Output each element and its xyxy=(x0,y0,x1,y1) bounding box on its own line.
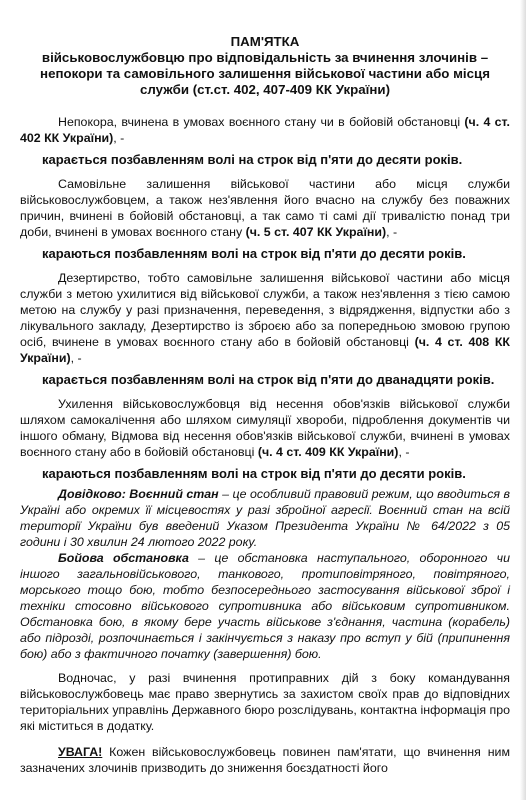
rights-paragraph: Водночас, у разі вчинення протиправних дій з боку командування військовослужбовець має право звернутись за захистом своїх прав до відповідних територіальних управлінь Державного бюро розслідувань, контактна інформація про які міститься в додатку. xyxy=(20,671,510,733)
warning-label: УВАГА! xyxy=(58,745,103,759)
combat-situation-reference: Бойова обстановка – це обстановка наступального, оборонного чи іншого загальновійськового, танкового, протиповітряного, повітряного, морського тощо бою, тобто безпосереднього застосування військової зброї і техніки стосовно військового супротивника або військовим супротивником. Обстановка бою, в якому бере участь військове з'єднання, частина (корабель) або підрозді, розпочинається і закінчується з наказу про вступ у бій (припинення бою) або з фактичного початку (завершення) бою. xyxy=(20,551,510,661)
article-409-text: Ухилення військовослужбовця від несення обов'язків військової служби шляхом самокалічення або шляхом симуляції хвороби, підроблення документів чи іншого обману, Відмова від несення обов'язків військової служби, вчинені в умовах воєнного стану або в бойовій обстановці (ч. 4 ст. 409 КК України), - xyxy=(20,397,510,459)
article-407-ref: (ч. 5 ст. 407 КК України) xyxy=(245,225,387,239)
warning-paragraph: УВАГА! Кожен військовослужбовець повинен пам'ятати, що вчинення ним зазначених злочинів призводить до зниження боєздатності його xyxy=(20,745,510,775)
article-408-text: Дезертирство, тобто самовільне залишення військової частини або місця служби з метою ухилитися від військової служби, а також нез'явлення з тією самою метою на службу у разі призначення, переведення, з відрядження, відпустки або з лікувального закладу, Дезертирство із зброєю або за попередньою змовою групою осіб, вчинене в умовах воєнного стану або в бойовій обстановці (ч. 4 ст. 408 КК України), - xyxy=(20,271,510,365)
article-409-penalty: караються позбавленням волі на строк від п'яти до десяти років. xyxy=(42,466,466,481)
page-edge-shadow xyxy=(520,0,526,800)
article-402-ref: (ч. 4 ст. 402 КК України) xyxy=(20,115,510,145)
memo-subtitle: військовослужбовцю про відповідальність за вчинення злочинів – непокори та самовільного залишення військової частини або місця служби (ст.ст. 402, 407-409 КК України) xyxy=(40,50,490,97)
article-407-penalty: караються позбавленням волі на строк від п'яти до десяти років. xyxy=(42,246,466,261)
martial-law-reference: Довідково: Воєнний стан – це особливий правовий режим, що вводиться в Україні або окремих її місцевостях у разі збройної агресії. Воєнний стан на всій території України був введений Указом Президента України № 64/2022 з 05 години і 30 хвилин 24 лютого 2022 року. xyxy=(20,487,510,549)
article-408-penalty: карається позбавленням волі на строк від п'яти до дванадцяти років. xyxy=(42,372,495,387)
article-402-text: Непокора, вчинена в умовах воєнного стану чи в бойовій обстановці (ч. 4 ст. 402 КК України), - xyxy=(20,115,510,145)
martial-law-label: Довідково: Воєнний стан xyxy=(58,487,219,501)
article-407-text: Самовільне залишення військової частини або місця служби військовослужбовцем, а також нез'явлення його вчасно на службу без поважних причин, вчинені в бойовій обстановці, а так само ті самі дії тривалістю понад три доби, вчинені в умовах воєнного стану (ч. 5 ст. 407 КК України), - xyxy=(20,177,510,239)
memo-title: ПАМ'ЯТКА xyxy=(230,34,300,49)
article-408-ref: (ч. 4 ст. 408 КК України) xyxy=(20,335,510,365)
combat-situation-label: Бойова обстановка xyxy=(58,551,189,565)
article-409-ref: (ч. 4 ст. 409 КК України) xyxy=(257,445,399,459)
article-402-penalty: карається позбавленням волі на строк від п'яти до десяти років. xyxy=(42,152,463,167)
